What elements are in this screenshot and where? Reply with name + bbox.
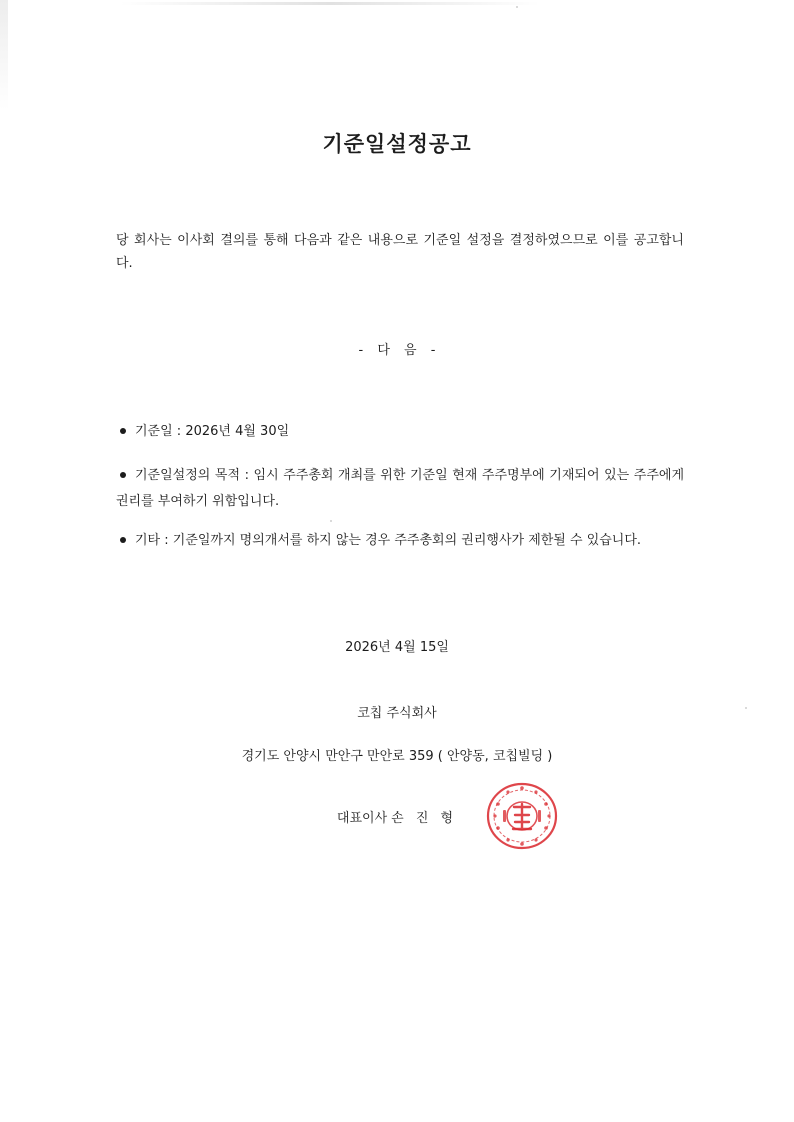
representative-title: 대표이사	[336, 811, 388, 826]
list-item-text: 기준일 : 2026년 4월 30일	[135, 424, 290, 439]
company-seal-stamp	[484, 780, 560, 852]
scan-edge-artifact	[120, 2, 540, 5]
company-name: 코칩 주식회사	[357, 706, 437, 721]
notice-date: 2026년 4월 15일	[345, 640, 449, 655]
list-item-record-date	[116, 419, 684, 445]
scan-speck	[516, 6, 518, 8]
list-item-purpose	[116, 463, 684, 515]
representative-name: 손 진 형	[391, 811, 458, 826]
bullet-dot-icon	[120, 428, 126, 434]
scan-speck	[330, 520, 332, 522]
bullet-dot-icon	[120, 472, 126, 478]
section-heading: - 다 음 -	[358, 343, 436, 358]
company-address: 경기도 안양시 만안구 만안로 359 ( 안양동, 코칩빌딩 )	[241, 749, 553, 764]
list-item-text: 기타 : 기준일까지 명의개서를 하지 않는 경우 주주총회의 권리행사가 제한될 수 있습니다.	[135, 533, 642, 548]
list-item-text: 기준일설정의 목적 : 임시 주주총회 개최를 위한 기준일 현재 주주명부에 기재되어 있는 주주에게 권리를 부여하기 위함입니다.	[116, 468, 684, 509]
document-title: 기준일설정공고	[322, 132, 472, 156]
intro-paragraph: 당 회사는 이사회 결의를 통해 다음과 같은 내용으로 기준일 설정을 결정하였으므로 이를 공고합니다.	[116, 233, 684, 271]
representative-line	[0, 807, 794, 826]
bullet-dot-icon	[120, 537, 126, 543]
list-item-other	[116, 528, 684, 554]
scan-edge-artifact-left	[0, 0, 8, 110]
